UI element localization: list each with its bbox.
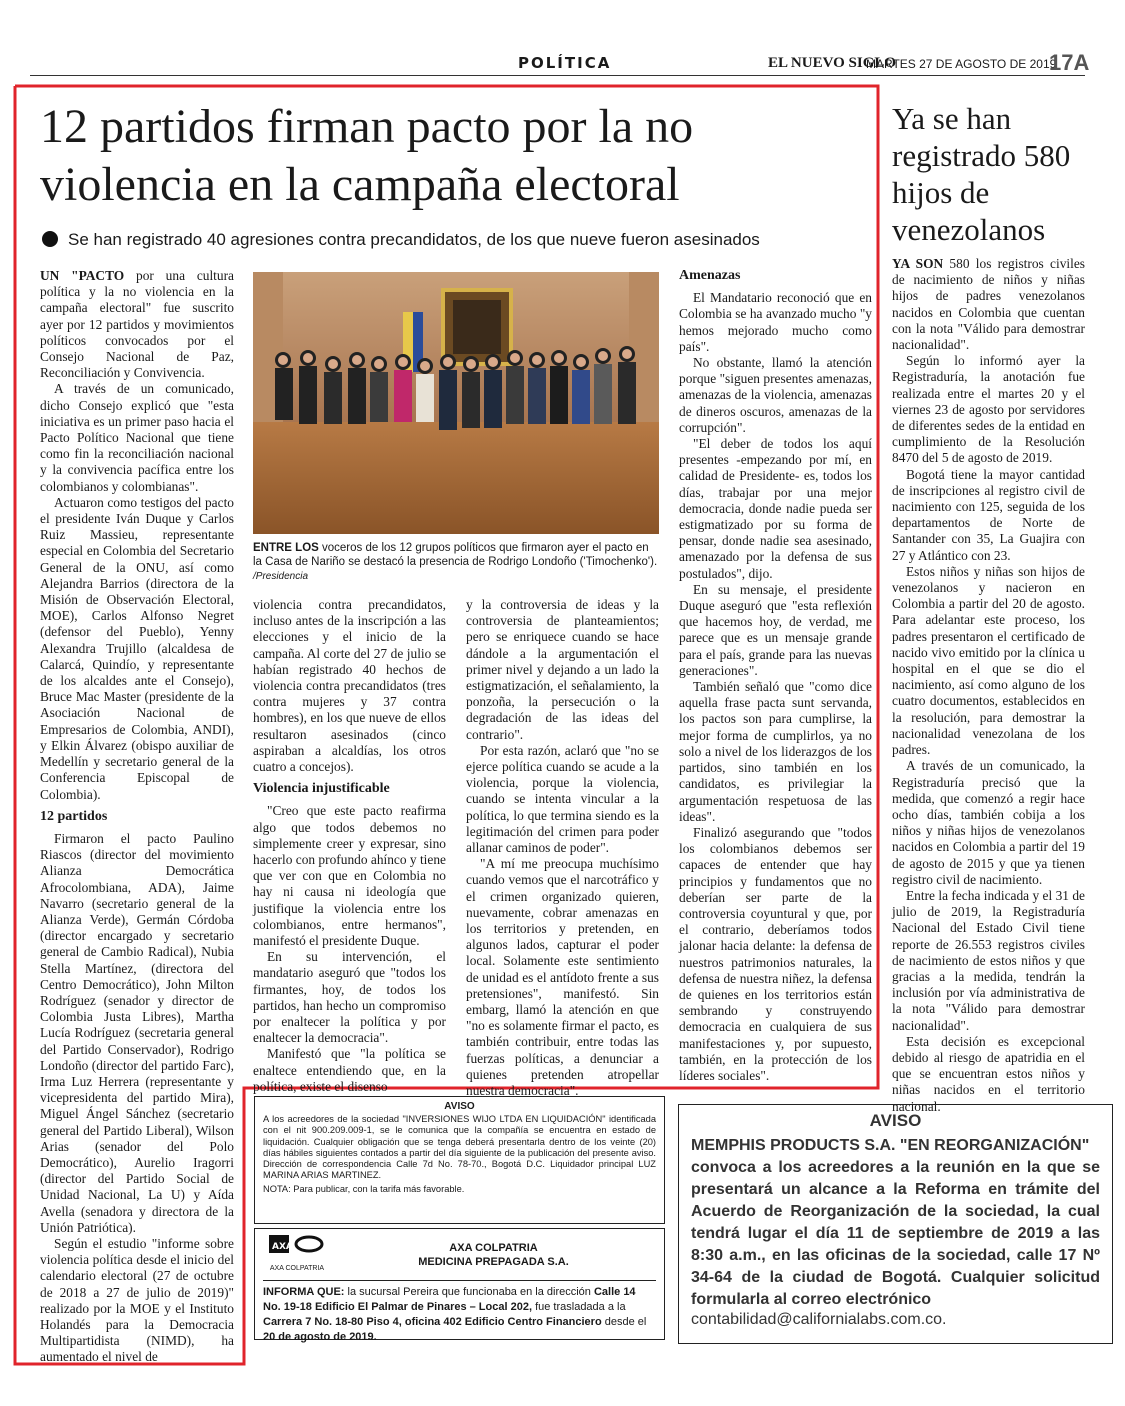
- section-subhead: 12 partidos: [40, 808, 108, 824]
- informa-label: INFORMA QUE:: [263, 1286, 345, 1298]
- side-article-body: [892, 256, 1085, 1115]
- notice-title: AVISO: [444, 1101, 475, 1112]
- notice-title: AVISO: [869, 1111, 922, 1130]
- paragraph: En su mensaje, el presidente Duque aseguró que "esta reflexión que hacemos hoy, de verdad, me parece que es un mensaje grande para el país, grande para las nuevas generaciones".: [679, 581, 872, 678]
- paragraph: Según el estudio "informe sobre violencia política desde el inicio del calendario electoral (27 de octubre de 2018 a 27 de julio de 2019)" realizado por la MOE y el Instituto Holandés para la Democracia Multipartidista (NIMD), ha aumentado el nivel de: [40, 1235, 234, 1365]
- paragraph: El Mandatario reconoció que en Colombia se ha avanzado mucho "y hemos mejorado mucho como país".: [679, 290, 872, 354]
- notice-body: convoca a los acreedores a la reunión en la que se presentará un alcance a la Reforma en trámite del Acuerdo de Reorganización de la sociedad, la cual tendrá lugar el día 11 de septiembre de 2019 a las 8:30 a.m., en las oficinas de la sociedad, calle 17 Nº 34-64 de la ciudad de Bogotá. Cualquier solicitud formularla al correo electrónico: [691, 1159, 1100, 1308]
- paragraph: y la controversia de ideas y la controversia de planteamientos; pero se enriquece cuando se hace dándole a la argumentación el primer nivel y dejando a un lado la estigmatización, el señalamiento, la ponzoña, la persecución o la degradación de las ideas del contrario".: [466, 597, 659, 742]
- paragraph: Por esta razón, aclaró que "no se ejerce política cuando se acude a la violencia, porque la violencia, cuando se intenta vincular a la política, lo que termina siendo es la legitimación del crimen para poder allanar caminos de poder".: [466, 742, 659, 856]
- paragraph: En su intervención, el mandatario aseguró que "todos los firmantes, hoy, de todos los partidos, han hecho un compromiso por enaltecer la política y por enaltecer la democracia".: [253, 949, 446, 1046]
- paragraph: Entre la fecha indicada y el 31 de julio de 2019, la Registraduría Nacional del Estado Civil tiene reporte de 26.553 registros civiles de nacimiento de estos niños y que gracias a la medida, tendrán la inclusión por vía administrativa de la nota "Válido para demostrar nacionalidad".: [892, 887, 1085, 1033]
- paragraph: Esta decisión es excepcional debido al riesgo de apatridia en el que se encuentran estos niños y niñas nacidos en el territorio nacional.: [892, 1033, 1085, 1114]
- paragraph: "El deber de todos los aquí presentes -empezando por mí, en calidad de Presidente- es, todos los días, trabajar por una mejor democracia, donde nadie pueda ser estigmatizado por su forma de pensar, donde nadie sea asesinado, amenazado por la defensa de sus postulados", dijo.: [679, 436, 872, 581]
- article-headline: 12 partidos firman pacto por la no violencia en la campaña electoral: [40, 100, 694, 211]
- article-subhead: [42, 230, 872, 250]
- paragraph: "A mí me preocupa muchísimo cuando vemos que el narcotráfico y el crimen organizado quieren, nuevamente, cobrar amenazas en los territorios y pretenden, en algunos lados, capturar el poder local. Solamente este sentimiento de unidad es el antídoto frente a sus pretensiones", manifestó. Sin embarg, llamó la atención en que "no es solamente firmar el pacto, es también contribuir, entre todas las fuerzas políticas, a denunciar a quienes pretenden atropellar nuestra democracia".: [466, 856, 659, 1099]
- notice-company: MEMPHIS PRODUCTS S.A. "EN REORGANIZACIÓN": [691, 1137, 1090, 1154]
- paragraph: Según lo informó ayer la Registraduría, la anotación fue realizada entre el martes 20 y el viernes 23 de agosto por servidores de diferentes sedes de la entidad en cumplimiento de la Resolución 8470 del 5 de agosto de 2019.: [892, 353, 1085, 466]
- paragraph: A través de un comunicado, la Registraduría precisó que la medida, que comenzó a regir hace ocho días, también cobija a los niños y niñas hijos de venezolanos nacidos en Colombia a partir del 19 de agosto de 2015 y que ya tienen registro civil de nacimiento.: [892, 758, 1085, 887]
- paragraph: Firmaron el pacto Paulino Riascos (director del movimiento Alianza Democrática Afrocolombiana, ADA), Jaime Navarro (secretario general de la Alianza Verde), Germán Córdoba (director encargado y secretario general de Cambio Radical), Nubia Stella Martínez, (directora del Centro Democrático), John Milton Rodríguez (senador y director de Colombia Justa Libres), Martha Lucía Rodríguez (secretaria general del Partido Conservador), Rodrigo Londoño (director del partido Farc), Irma Luz Herrera (representante y vicepresidenta del partido Mira), Miguel Ángel Sánchez (secretario general del Partido Liberal), Wilson Arias (senador del Polo Democrático), Aurelio Iragorri (director del Partido Social de Unidad Nacional, La U) y Aída Avella (senadora y directora de la Unión Patriótica).: [40, 830, 234, 1235]
- paragraph: violencia contra precandidatos, incluso antes de la inscripción a las elecciones y el inicio de la campaña. Al corte del 27 de julio se habían registrado 40 hechos de violencia contra precandidatos (tres contra mujeres y 37 contra hombres), en los que nueve de ellos resultaron asesinados (cinco aspiraban a alcaldías, los otros cuatro a concejos).: [253, 597, 446, 775]
- subhead-text: Se han registrado 40 agresiones contra precandidatos, de los que nueve fueron asesinados: [68, 230, 760, 249]
- text-segment: desde el: [601, 1316, 647, 1328]
- paragraph: A través de un comunicado, dicho Consejo explicó que "esta iniciativa es un primer paso hacia el Pacto Político Nacional que tiene como fin la reconciliación nacional y la convivencia pacífica entre los colombianos y colombianas".: [40, 381, 234, 494]
- photo-caption: [253, 541, 659, 584]
- section-subhead: Amenazas: [679, 268, 741, 283]
- notice-body: [263, 1285, 656, 1345]
- page-number: 17A: [1049, 50, 1090, 75]
- notice-axa-colpatria: [254, 1228, 665, 1343]
- notice-memphis-products: [678, 1104, 1113, 1344]
- section-subhead: Violencia injustificable: [253, 781, 390, 797]
- notice-email: contabilidad@californialabs.com.co.: [691, 1311, 947, 1328]
- paragraph: "Creo que este pacto reafirma algo que todos debemos no simplemente creer y expresar, sino hacerlo con profundo ahínco y tiene que ver con que en Colombia no hay ni causa ni ideología que justifique la violencia entre los colombianos, entre hermanos", manifestó el presidente Duque.: [253, 803, 446, 949]
- paragraph: También señaló que "como dice aquella frase pacta sunt servanda, los pactos son para cumplirse, la mejor forma de cumplirlos, ya no solo a nivel de los liderazgos de los partidos, sino también en los candidatos, es privilegiar la argumentación respetuosa de las ideas".: [679, 679, 872, 824]
- notice-body: A los acreedores de la sociedad "INVERSIONES WIJO LTDA EN LIQUIDACIÓN" identificada con el nit 900.209.009-1, se le comunica que la compañía se encuentra en estado de liquidación. Cualquier obligación que se tenga deberá presentarla dentro de los veinte (20) días hábiles siguientes contados a partir del día siguiente de la publicación del presente aviso. Dirección de correspondencia Calle 7d No. 78-70., Bogotá D.C. Liquidador principal LUZ MARINA ARIAS MARTINEZ.: [263, 1114, 656, 1181]
- paragraph: No obstante, llamó la atención porque "siguen presentes amenazas, amenazas de la violencia, amenazas de dineros oscuros, amenazas de la corrupción".: [679, 355, 872, 435]
- old-address: Calle 14 No. 19-18 Edificio El Palmar de Pinares – Local 202,: [263, 1286, 636, 1313]
- paragraph: [892, 256, 1085, 353]
- effective-date: 20 de agosto de 2019.: [263, 1331, 377, 1343]
- issue-date: MARTES 27 DE AGOSTO DE 2019: [866, 57, 1057, 71]
- side-article-headline: Ya se han registrado 580 hijos de venezolanos: [892, 101, 1071, 247]
- article-column-2: [253, 597, 446, 1095]
- caption-text: voceros de los 12 grupos políticos que firmaron ayer el pacto en la Casa de Nariño se destacó la presencia de Rodrigo Londoño ('Timochenko').: [253, 542, 658, 568]
- paragraph: Estos niños y niñas son hijos de venezolanos y nacieron en Colombia a partir del 20 de agosto. Para adelantar este proceso, los padres presentaron el certificado de nacido vivo emitido por la clínica u hospital en el que se dio el nacimiento, así como alguno de los cuatro documentos, establecidos en la resolución, para demostrar la nacionalidad venezolana de los padres.: [892, 563, 1085, 758]
- notice-organization: [331, 1241, 656, 1269]
- paragraph-text: 580 los registros civiles de nacimiento de niños y niñas hijos de padres venezolanos nacidos en Colombia que cuentan con la nota "Válido para demostrar nacionalidad".: [892, 256, 1085, 353]
- text-segment: la sucursal Pereira que funcionaba en la dirección: [344, 1286, 594, 1298]
- org-line-2: MEDICINA PREPAGADA S.A.: [418, 1255, 569, 1268]
- photo-credit: /Presidencia: [253, 571, 309, 582]
- article-column-4: [679, 268, 872, 1084]
- group-photo-illustration: [253, 272, 659, 534]
- paragraph: Manifestó que "la política se enaltece entendiendo que, en la política, existe el disenso: [253, 1046, 446, 1094]
- caption-lead: ENTRE LOS: [253, 542, 319, 554]
- lead-in: UN "PACTO: [40, 268, 125, 283]
- new-address: Carrera 7 No. 18-80 Piso 4, oficina 402 Edificio Centro Financiero: [263, 1316, 602, 1328]
- article-photo: [253, 272, 659, 534]
- text-segment: fue trasladada a la: [532, 1301, 626, 1313]
- axa-logo-label: AXA COLPATRIA: [269, 1265, 325, 1272]
- paragraph-text: por una cultura política y la no violencia en la campaña electoral" fue suscrito ayer por 12 partidos y movimientos políticos convocados por el Consejo Nacional de Paz, Reconciliación y Convivencia.: [40, 268, 234, 381]
- header-rule: [30, 75, 1085, 76]
- paragraph: Bogotá tiene la mayor cantidad de inscripciones al registro civil de nacimiento con 125, seguida de los departamentos de Norte de Santander con 35, La Guajira con 27 y Atlántico con 23.: [892, 466, 1085, 563]
- org-line-1: AXA COLPATRIA: [449, 1241, 538, 1254]
- paragraph: Finalizó asegurando que "todos los colombianos debemos ser capaces de entender que hay principios y fundamentos que no deberían ser parte de la controversia coyuntural y que, por el contrario, deberíamos todos jalonar hacia delante: la defensa de nuestros patrimonios naturales, la defensa de nuestra niñez, la defensa de quienes en los territorios están sembrando y construyendo democracia en cualquiera de sus manifestaciones y, por supuesto, también, en la protección de los líderes sociales".: [679, 824, 872, 1083]
- article-column-1: [40, 268, 234, 1366]
- section-label: POLÍTICA: [518, 54, 612, 72]
- paragraph: Actuaron como testigos del pacto el presidente Iván Duque y Carlos Ruiz Massieu, representante especial en Colombia del Secretario General de la ONU, así como Alejandra Barrios (directora de la Misión de Observación Electoral, MOE), Carlos Alfonso Negret (defensor del Pueblo), Yenny Alexandra Trujillo (alcaldesa de Calarcá, Quindío, y representante de los alcaldes ante el Consejo), Bruce Mac Master (presidente de la Asociación Nacional de Empresarios de Colombia, ANDI), y Elkin Álvarez (obispo auxiliar de Medellín y secretario general de la Conferencia Episcopal de Colombia).: [40, 494, 234, 802]
- axa-logo: [263, 1233, 331, 1276]
- notice-note: NOTA: Para publicar, con la tarifa más favorable.: [263, 1184, 465, 1195]
- paragraph: [40, 268, 234, 381]
- axa-logo-icon: [269, 1233, 325, 1255]
- lead-in: YA SON: [892, 256, 944, 271]
- legal-notice-liquidation: [254, 1096, 665, 1224]
- newspaper-name: EL NUEVO SIGLO: [768, 55, 897, 71]
- bullet-icon: [42, 231, 58, 247]
- svg-text:AXA: AXA: [272, 1242, 293, 1252]
- article-column-3: [466, 597, 659, 1099]
